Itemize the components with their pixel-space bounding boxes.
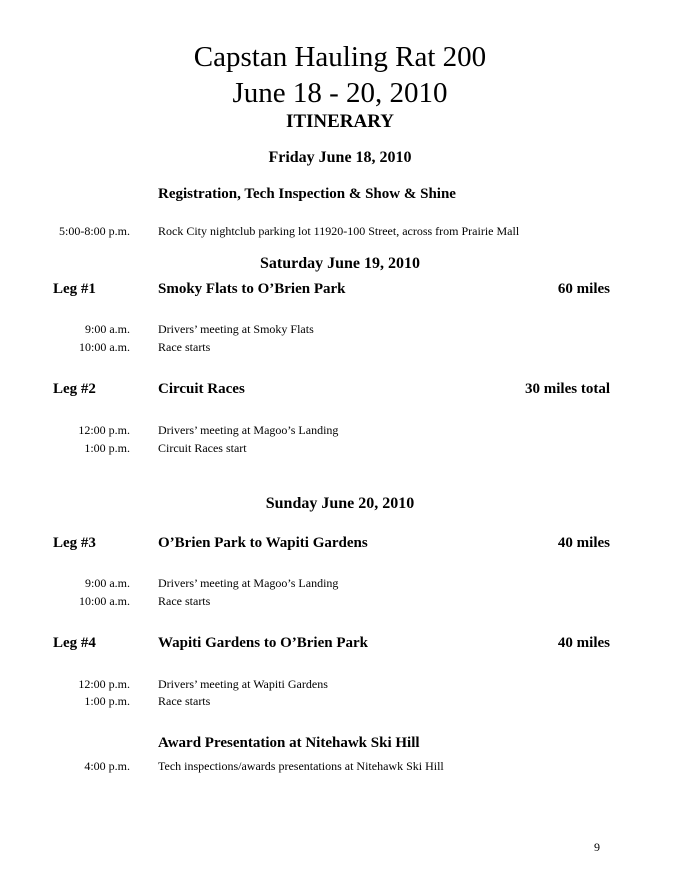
event-description: Tech inspections/awards presentations at Nitehawk Ski Hill [158,759,444,773]
event-time: 10:00 a.m. [79,594,130,608]
leg-label: Leg #1 [53,281,96,297]
event-dates: June 18 - 20, 2010 [232,77,448,109]
itinerary-heading: ITINERARY [285,111,395,132]
day-heading-friday: Friday June 18, 2010 [268,149,412,166]
leg-route: Wapiti Gardens to O’Brien Park [158,635,368,651]
event-time: 5:00-8:00 p.m. [59,224,130,238]
leg-route: O’Brien Park to Wapiti Gardens [158,535,368,551]
event-description: Rock City nightclub parking lot 11920-100 Street, across from Prairie Mall [158,224,520,238]
leg-label: Leg #4 [53,635,96,651]
event-description: Drivers’ meeting at Magoo’s Landing [158,423,339,437]
leg-distance: 40 miles [557,535,610,551]
day-heading-sunday: Sunday June 20, 2010 [265,495,415,512]
event-time: 10:00 a.m. [79,340,130,354]
day-heading-saturday: Saturday June 19, 2010 [259,255,421,272]
event-time: 12:00 p.m. [78,677,130,691]
award-heading: Award Presentation at Nitehawk Ski Hill [158,735,420,751]
event-time: 12:00 p.m. [78,423,130,437]
event-time: 1:00 p.m. [84,441,130,455]
event-description: Drivers’ meeting at Wapiti Gardens [158,677,328,691]
event-time: 9:00 a.m. [85,576,130,590]
document-title: Capstan Hauling Rat 200 [193,41,487,73]
event-time: 4:00 p.m. [84,759,130,773]
leg-route: Smoky Flats to O’Brien Park [158,281,346,297]
event-time: 9:00 a.m. [85,322,130,336]
leg-distance: 30 miles total [525,381,610,397]
event-description: Drivers’ meeting at Smoky Flats [158,322,314,336]
event-description: Drivers’ meeting at Magoo’s Landing [158,576,339,590]
registration-heading: Registration, Tech Inspection & Show & Shine [158,186,456,202]
event-description: Race starts [158,594,211,608]
leg-distance: 40 miles [557,635,610,651]
leg-label: Leg #2 [53,381,96,397]
leg-distance: 60 miles [557,281,610,297]
event-description: Circuit Races start [158,441,247,455]
event-description: Race starts [158,340,211,354]
leg-label: Leg #3 [53,535,96,551]
leg-route: Circuit Races [158,381,245,397]
event-description: Race starts [158,694,211,708]
page-number: 9 [594,840,600,854]
event-time: 1:00 p.m. [84,694,130,708]
